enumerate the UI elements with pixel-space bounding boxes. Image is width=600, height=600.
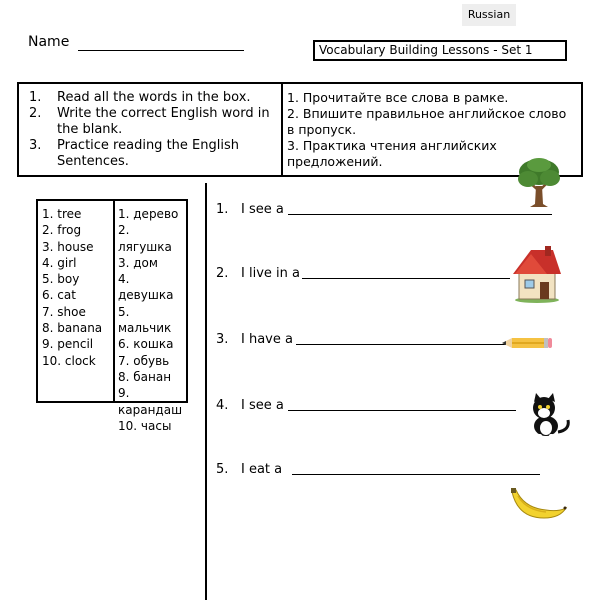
pencil-icon bbox=[502, 336, 552, 350]
answer-blank[interactable] bbox=[288, 214, 552, 215]
sentence-text: I have a bbox=[241, 332, 293, 347]
instruction-text: Write the correct English word in the blank. bbox=[57, 106, 270, 137]
sentence-number: 2. bbox=[216, 266, 229, 281]
vocabulary-russian-column bbox=[115, 201, 186, 433]
instruction-item bbox=[29, 106, 277, 138]
sentence-text: I see a bbox=[241, 202, 284, 217]
vocab-word-russian: 4. девушка bbox=[118, 272, 174, 303]
sentence-text: I see a bbox=[241, 398, 284, 413]
instruction-number: 2. bbox=[29, 106, 42, 121]
vocab-word: 2. frog bbox=[42, 223, 82, 238]
vocab-word-russian: 8. банан bbox=[118, 369, 172, 384]
vocab-word: 5. boy bbox=[42, 272, 80, 287]
answer-blank[interactable] bbox=[288, 410, 516, 411]
vocab-word: 7. shoe bbox=[42, 304, 86, 319]
instruction-number: 1. bbox=[29, 90, 42, 105]
vocab-word-russian: 3. дом bbox=[118, 255, 158, 270]
vocab-word-russian: 10. часы bbox=[118, 418, 172, 433]
instruction-text: Practice reading the English Sentences. bbox=[57, 138, 239, 169]
worksheet-title: Vocabulary Building Lessons - Set 1 bbox=[313, 40, 567, 61]
vocab-word-russian: 2. лягушка bbox=[118, 223, 172, 254]
vocab-word: 6. cat bbox=[42, 288, 76, 303]
cat-icon bbox=[524, 392, 572, 440]
vocab-word-russian: 5. мальчик bbox=[118, 304, 172, 336]
instruction-item-russian: 1. Прочитайте все слова в рамке. bbox=[287, 90, 509, 105]
vocab-word-russian: 6. кошка bbox=[118, 337, 174, 352]
sentence-text: I eat a bbox=[241, 462, 283, 477]
answer-blank[interactable] bbox=[296, 344, 506, 345]
vocabulary-box bbox=[36, 199, 188, 433]
instruction-item bbox=[29, 138, 277, 170]
house-icon bbox=[509, 244, 563, 304]
instructions-english bbox=[19, 84, 283, 175]
vocab-word: 3. house bbox=[42, 239, 94, 254]
instruction-item-russian: 2. Впишите правильное английское слово в пропуск. bbox=[287, 106, 567, 137]
answer-blank[interactable] bbox=[292, 474, 540, 475]
sentence-number: 1. bbox=[216, 202, 229, 217]
column-divider bbox=[205, 183, 207, 600]
sentence-number: 4. bbox=[216, 398, 229, 413]
vocab-word-russian: 7. обувь bbox=[118, 353, 170, 368]
instruction-item bbox=[29, 90, 277, 106]
name-blank-line[interactable] bbox=[78, 50, 244, 51]
instruction-text: Read all the words in the box. bbox=[57, 90, 251, 105]
name-label: Name bbox=[28, 34, 70, 50]
vocab-word: 1. tree bbox=[42, 207, 82, 221]
instructions-box bbox=[17, 82, 583, 177]
sentence-number: 3. bbox=[216, 332, 229, 347]
tree-icon bbox=[516, 156, 562, 208]
sentence-number: 5. bbox=[216, 462, 229, 477]
vocab-word: 10. clock bbox=[42, 353, 96, 368]
vocab-word: 9. pencil bbox=[42, 337, 94, 352]
vocab-word: 4. girl bbox=[42, 255, 77, 270]
banana-icon bbox=[508, 488, 568, 524]
answer-blank[interactable] bbox=[302, 278, 510, 279]
vocabulary-english-column bbox=[38, 201, 115, 401]
instruction-item-russian: 3. Практика чтения английских предложений. bbox=[287, 138, 497, 169]
vocab-word-russian: 1. дерево bbox=[118, 207, 179, 221]
sentence-text: I live in a bbox=[241, 266, 300, 281]
vocab-word: 8. banana bbox=[42, 321, 103, 336]
vocab-word-russian: 9. карандаш bbox=[118, 386, 183, 417]
instruction-number: 3. bbox=[29, 138, 42, 153]
language-tag: Russian bbox=[462, 4, 516, 26]
